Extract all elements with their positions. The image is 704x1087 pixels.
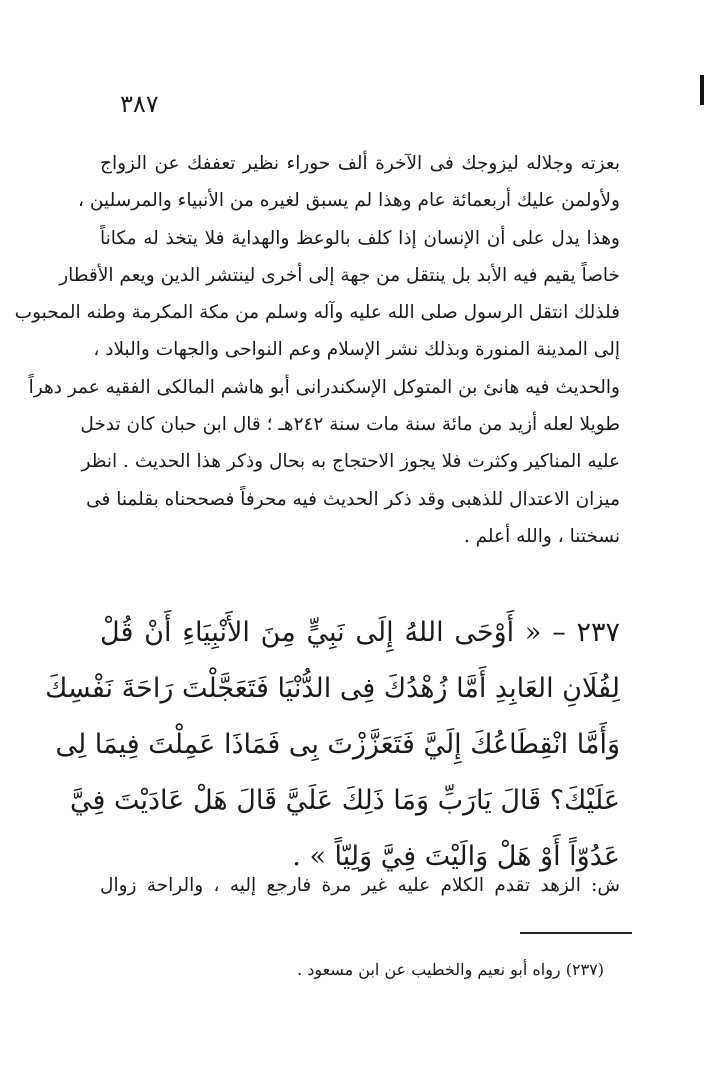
hadith-line: وَأَمَّا انْقِطَاعُكَ إِلَيَّ فَتَعَزَّزْتَ بِى فَمَاذَا عَمِلْتَ فِيمَا لِى — [55, 729, 620, 760]
page-number: ٣٨٧ — [120, 90, 159, 118]
hadith-line: عَلَيْكَ؟ قَالَ يَارَبِّ وَمَا ذَلِكَ عَلَيَّ قَالَ هَلْ عَادَيْتَ فِيَّ — [70, 785, 620, 816]
body-line: بعزته وجلاله ليزوجك فى الآخرة ألف حوراء نظير تعففك عن الزواج — [100, 153, 620, 174]
body-paragraph — [14, 145, 620, 555]
body-line: والحديث فيه هانئ بن المتوكل الإسكندرانى أبو هاشم المالكى الفقيه عمر دهراً — [28, 376, 620, 398]
hadith-text — [45, 605, 620, 885]
hadith-line: لِفُلَانِ العَابِدِ أَمَّا زُهْدُكَ فِى الدُّنْيَا فَتَعَجَّلْتَ رَاحَةَ نَفْسِكَ — [45, 673, 620, 704]
body-line: إلى المدينة المنورة وبذلك نشر الإسلام وعم النواحى والجهات والبلاد ، — [93, 339, 620, 361]
page-edge-mark — [700, 75, 704, 105]
body-line: وهذا يدل على أن الإنسان إذا كلف بالوعظ والهداية فلا يتخذ له مكاناً — [100, 227, 620, 249]
hadith-line: عَدُوّاً أَوْ هَلْ وَالَيْتَ فِيَّ وَلِيّاً » . — [292, 841, 620, 872]
footnote-divider — [520, 932, 632, 934]
body-line: نسختنا ، والله أعلم . — [463, 525, 620, 547]
body-line: ولأولمن عليك أربعمائة عام وهذا لم يسبق لغيره من الأنبياء والمرسلين ، — [78, 190, 620, 212]
body-line: ميزان الاعتدال للذهبى وقد ذكر الحديث فيه محرفاً فصححناه بقلمنا فى — [86, 488, 620, 510]
body-line: خاصاً يقيم فيه الأبد بل ينتقل من جهة إلى أخرى لينتشر الدين ويعم الأقطار — [59, 264, 620, 286]
body-line: عليه المناكير وكثرت فلا يجوز الاحتجاج به بحال وذكر هذا الحديث . انظر — [81, 451, 620, 473]
footnote: (٢٣٧) رواه أبو نعيم والخطيب عن ابن مسعود . — [297, 960, 604, 979]
commentary-line: ش: الزهد تقدم الكلام عليه غير مرة فارجع إليه ، والراحة زوال — [100, 875, 620, 896]
body-line: فلذلك انتقل الرسول صلى الله عليه وآله وسلم من مكة المكرمة وطنه المحبوب — [14, 302, 620, 324]
hadith-line: ٢٣٧ – « أَوْحَى اللهُ إِلَى نَبِيٍّ مِنَ الأَنْبِيَاءِ أَنْ قُلْ — [100, 617, 620, 648]
body-line: طويلا لعله أزيد من مائة سنة مات سنة ٢٤٢هـ ؛ قال ابن حبان كان تدخل — [80, 414, 620, 436]
